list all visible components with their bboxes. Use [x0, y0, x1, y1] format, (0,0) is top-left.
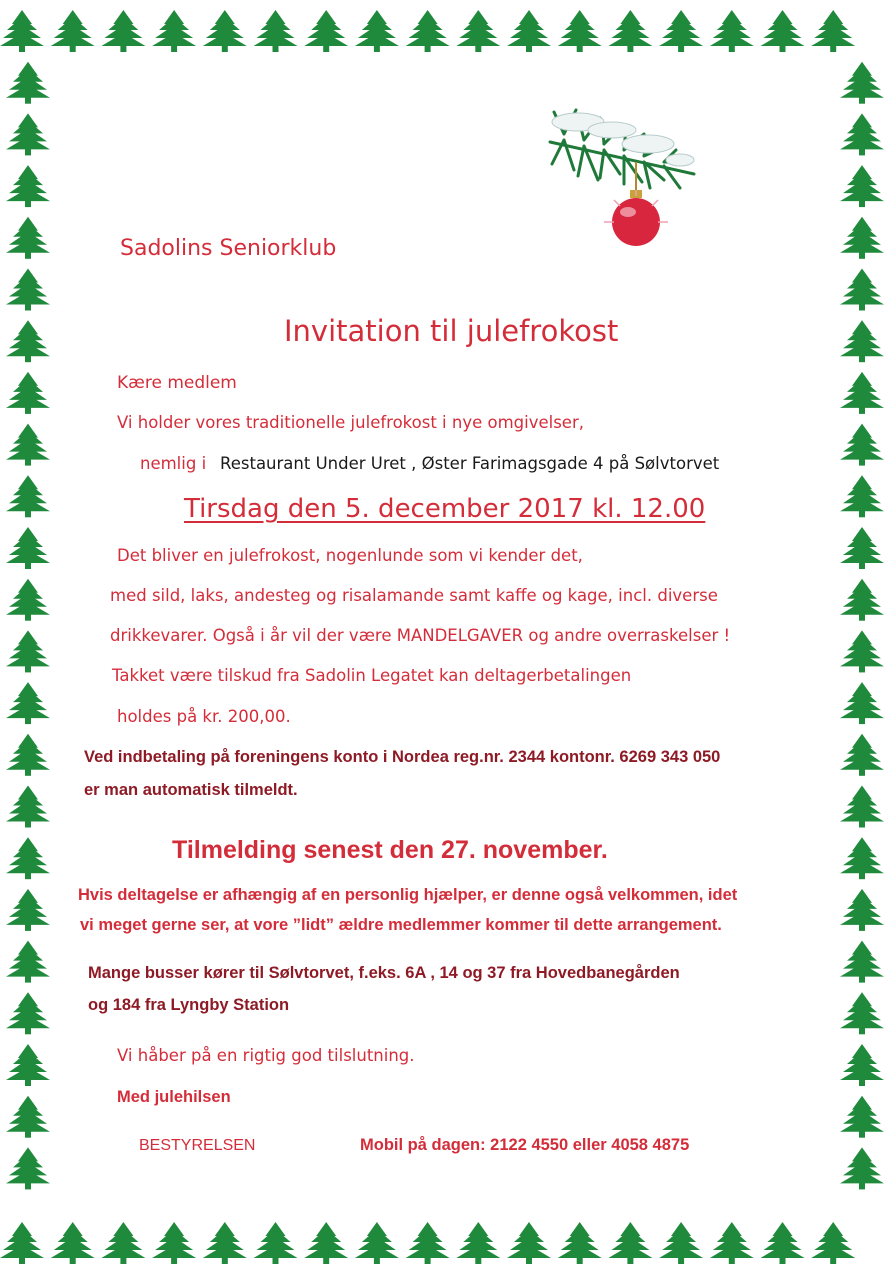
christmas-tree-icon — [6, 1044, 50, 1086]
christmas-tree-icon — [6, 62, 50, 104]
christmas-tree-icon — [203, 10, 247, 52]
christmas-tree-icon — [840, 62, 884, 104]
christmas-tree-icon — [558, 1222, 602, 1264]
christmas-tree-icon — [6, 320, 50, 362]
body-line: med sild, laks, andesteg og risalamande samt kaffe og kage, incl. diverse — [110, 586, 718, 605]
greeting: Kære medlem — [117, 373, 237, 393]
christmas-tree-icon — [101, 1222, 145, 1264]
christmas-tree-icon — [558, 10, 602, 52]
closing-hope: Vi håber på en rigtig god tilslutning. — [117, 1046, 415, 1065]
christmas-tree-icon — [0, 1222, 44, 1264]
venue-prefix: nemlig i — [140, 454, 207, 473]
christmas-tree-icon — [840, 372, 884, 414]
phone-number: Mobil på dagen: 2122 4550 eller 4058 4875 — [360, 1136, 690, 1154]
christmas-tree-icon — [761, 1222, 805, 1264]
christmas-tree-icon — [710, 10, 754, 52]
christmas-tree-icon — [406, 1222, 450, 1264]
christmas-tree-icon — [840, 165, 884, 207]
christmas-tree-icon — [840, 424, 884, 466]
christmas-tree-icon — [6, 630, 50, 672]
christmas-tree-icon — [840, 734, 884, 776]
christmas-tree-icon — [456, 10, 500, 52]
registration-deadline: Tilmelding senest den 27. november. — [172, 836, 608, 864]
intro-line: Vi holder vores traditionelle julefrokost i nye omgivelser, — [117, 413, 584, 432]
christmas-tree-icon — [254, 10, 298, 52]
helper-line: Hvis deltagelse er afhængig af en personlig hjælper, er denne også velkommen, idet — [78, 886, 738, 904]
page-title: Invitation til julefrokost — [284, 314, 619, 348]
christmas-tree-icon — [6, 579, 50, 621]
christmas-tree-icon — [152, 1222, 196, 1264]
christmas-tree-icon — [6, 217, 50, 259]
christmas-tree-icon — [840, 1096, 884, 1138]
christmas-tree-icon — [6, 527, 50, 569]
christmas-tree-icon — [6, 889, 50, 931]
christmas-tree-icon — [761, 10, 805, 52]
venue-address: Restaurant Under Uret , Øster Farimagsgade 4 på Sølvtorvet — [220, 454, 720, 473]
christmas-tree-icon — [710, 1222, 754, 1264]
christmas-tree-icon — [456, 1222, 500, 1264]
christmas-tree-icon — [6, 837, 50, 879]
christmas-tree-icon — [203, 1222, 247, 1264]
payment-line: Ved indbetaling på foreningens konto i Nordea reg.nr. 2344 kontonr. 6269 343 050 — [84, 748, 721, 766]
christmas-tree-icon — [6, 1147, 50, 1189]
body-line: Takket være tilskud fra Sadolin Legatet kan deltagerbetalingen — [112, 666, 632, 685]
christmas-tree-icon — [6, 734, 50, 776]
christmas-tree-icon — [6, 165, 50, 207]
transport-line: Mange busser kører til Sølvtorvet, f.eks. 6A , 14 og 37 fra Hovedbanegården — [88, 964, 680, 982]
body-line: Det bliver en julefrokost, nogenlunde som vi kender det, — [117, 546, 583, 565]
christmas-tree-icon — [840, 786, 884, 828]
christmas-tree-icon — [811, 1222, 855, 1264]
christmas-tree-icon — [51, 10, 95, 52]
body-line: holdes på kr. 200,00. — [117, 707, 291, 726]
christmas-tree-icon — [6, 941, 50, 983]
christmas-tree-icon — [6, 992, 50, 1034]
christmas-tree-icon — [6, 372, 50, 414]
christmas-tree-icon — [101, 10, 145, 52]
helper-line: vi meget gerne ser, at vore ”lidt” ældre medlemmer kommer til dette arrangement. — [80, 916, 722, 934]
christmas-tree-icon — [840, 889, 884, 931]
christmas-tree-icon — [6, 113, 50, 155]
christmas-tree-icon — [6, 269, 50, 311]
payment-line: er man automatisk tilmeldt. — [84, 781, 298, 799]
christmas-tree-icon — [811, 10, 855, 52]
closing-regards: Med julehilsen — [117, 1088, 231, 1106]
christmas-tree-icon — [304, 1222, 348, 1264]
christmas-tree-icon — [840, 1044, 884, 1086]
christmas-tree-icon — [507, 10, 551, 52]
christmas-tree-icon — [254, 1222, 298, 1264]
christmas-tree-icon — [6, 682, 50, 724]
christmas-tree-icon — [355, 10, 399, 52]
christmas-tree-icon — [840, 475, 884, 517]
christmas-tree-icon — [659, 10, 703, 52]
christmas-tree-icon — [840, 113, 884, 155]
christmas-tree-icon — [840, 941, 884, 983]
christmas-tree-icon — [840, 579, 884, 621]
christmas-tree-icon — [0, 10, 44, 52]
christmas-tree-icon — [304, 10, 348, 52]
christmas-tree-icon — [840, 837, 884, 879]
signature: BESTYRELSEN — [139, 1137, 256, 1154]
christmas-tree-icon — [6, 786, 50, 828]
christmas-tree-icon — [6, 475, 50, 517]
transport-line: og 184 fra Lyngby Station — [88, 996, 290, 1014]
christmas-tree-icon — [608, 10, 652, 52]
christmas-tree-icon — [507, 1222, 551, 1264]
christmas-tree-icon — [152, 10, 196, 52]
event-date: Tirsdag den 5. december 2017 kl. 12.00 — [184, 494, 706, 524]
christmas-tree-icon — [6, 424, 50, 466]
christmas-tree-icon — [840, 527, 884, 569]
christmas-tree-icon — [840, 320, 884, 362]
christmas-tree-icon — [6, 1096, 50, 1138]
christmas-tree-icon — [51, 1222, 95, 1264]
christmas-tree-icon — [840, 269, 884, 311]
christmas-tree-icon — [840, 630, 884, 672]
christmas-tree-icon — [406, 10, 450, 52]
christmas-tree-icon — [659, 1222, 703, 1264]
body-line: drikkevarer. Også i år vil der være MANDELGAVER og andre overraskelser ! — [110, 626, 731, 645]
christmas-tree-icon — [840, 217, 884, 259]
christmas-tree-icon — [840, 1147, 884, 1189]
christmas-tree-icon — [840, 682, 884, 724]
christmas-ornament-icon — [544, 104, 700, 254]
christmas-tree-icon — [355, 1222, 399, 1264]
club-name: Sadolins Seniorklub — [120, 236, 337, 261]
christmas-tree-icon — [608, 1222, 652, 1264]
christmas-tree-icon — [840, 992, 884, 1034]
